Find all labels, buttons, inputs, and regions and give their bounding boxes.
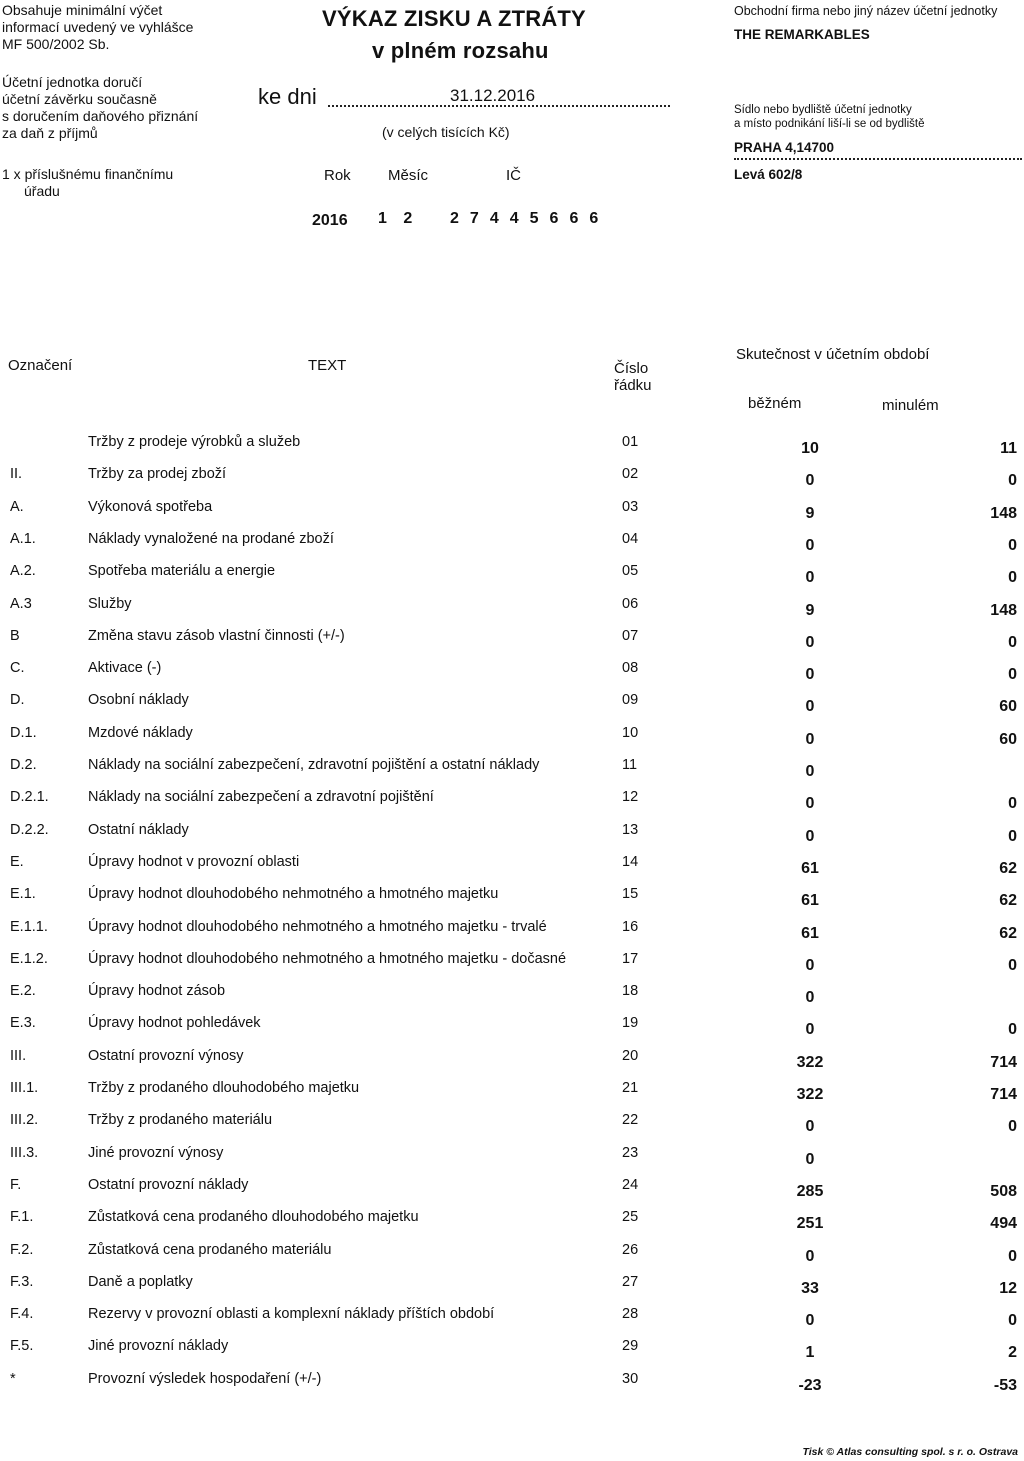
row-previous-value: 0 (1008, 633, 1017, 651)
row-number: 12 (622, 789, 639, 806)
row-previous-value: 0 (1008, 1312, 1017, 1330)
row-code: III.3. (10, 1144, 39, 1161)
row-number: 13 (622, 821, 639, 838)
row-number: 11 (622, 757, 638, 773)
row-number: 22 (622, 1112, 639, 1129)
row-number: 28 (622, 1306, 639, 1323)
row-current-value: 0 (805, 633, 815, 651)
row-number: 19 (622, 1015, 639, 1032)
row-current-value: 0 (805, 569, 815, 587)
row-text: Tržby z prodaného materiálu (88, 1112, 273, 1129)
row-previous-value: 0 (1008, 569, 1017, 587)
row-code: A. (10, 498, 24, 515)
row-previous-value: 60 (999, 698, 1017, 716)
row-number: 25 (622, 1209, 639, 1226)
row-current-value: 0 (805, 795, 815, 813)
row-current-value: 322 (796, 1086, 824, 1103)
row-previous-value: 62 (999, 924, 1017, 942)
row-previous-value: 0 (1008, 536, 1017, 554)
row-code: * (10, 1370, 16, 1387)
seat-street: Levá 602/8 (734, 167, 803, 182)
row-code: B (10, 627, 20, 644)
table-row (0, 1338, 1024, 1368)
rok-value: 2016 (312, 212, 348, 229)
row-current-value: 0 (805, 1247, 815, 1265)
row-current-value: 0 (805, 763, 815, 780)
row-text: Osobní náklady (88, 692, 189, 709)
row-current-value: 285 (796, 1182, 824, 1200)
row-text: Jiné provozní náklady (88, 1338, 229, 1355)
row-code: D.1. (10, 724, 37, 741)
table-row (0, 822, 1024, 852)
row-code: F.5. (10, 1338, 34, 1355)
row-number: 08 (622, 660, 639, 677)
row-text: Změna stavu zásob vlastní činnosti (+/-) (88, 627, 345, 644)
row-number: 23 (622, 1144, 639, 1161)
row-previous-value: 494 (990, 1215, 1017, 1233)
table-row (0, 757, 1024, 787)
seat-dotted-line (734, 157, 1022, 160)
row-current-value: 10 (801, 440, 819, 457)
table-row (0, 854, 1024, 884)
row-code: D.2.1. (10, 789, 49, 806)
row-number: 21 (622, 1080, 639, 1096)
row-previous-value: -53 (993, 1376, 1017, 1394)
row-previous-value: 0 (1008, 666, 1017, 684)
row-number: 30 (622, 1370, 639, 1387)
row-number: 20 (622, 1047, 639, 1064)
col-cislo-radku: Číslo řádku (614, 360, 652, 394)
row-previous-value: 0 (1008, 472, 1017, 490)
row-text: Úpravy hodnot zásob (88, 983, 226, 1000)
row-text: Úpravy hodnot pohledávek (88, 1015, 261, 1032)
table-row (0, 499, 1024, 529)
row-number: 15 (622, 886, 639, 903)
row-code: E.2. (10, 983, 36, 1000)
row-current-value: 0 (805, 1150, 815, 1168)
mesic-value: 1 2 (378, 210, 413, 227)
row-previous-value: 0 (1008, 1247, 1017, 1265)
row-code: F.1. (10, 1209, 34, 1226)
row-code: III. (10, 1047, 27, 1064)
delivery-note: Účetní jednotka doručí účetní závěrku současně s doručením daňového přiznání za daň z příjmů (2, 74, 199, 141)
table-row (0, 1177, 1024, 1207)
table-row (0, 1080, 1024, 1110)
row-code: D. (10, 692, 25, 709)
row-code: A.3 (10, 595, 32, 612)
row-number: 09 (622, 692, 639, 709)
row-code: F.3. (10, 1273, 34, 1290)
row-text: Zůstatková cena prodaného materiálu (88, 1241, 332, 1258)
row-code: F.4. (10, 1306, 34, 1323)
col-bezne: běžném (748, 395, 802, 412)
row-current-value: 61 (801, 924, 819, 942)
units-note: (v celých tisících Kč) (382, 124, 510, 140)
minimum-info-note: Obsahuje minimální výčet informací uvedený ve vyhlášce MF 500/2002 Sb. (2, 2, 194, 52)
row-current-value: 0 (805, 1312, 815, 1330)
col-minule: minulém (882, 397, 939, 414)
report-date: 31.12.2016 (450, 86, 536, 105)
table-row (0, 789, 1024, 819)
row-previous-value: 2 (1008, 1344, 1017, 1362)
row-previous-value: 714 (990, 1086, 1017, 1103)
table-row (0, 919, 1024, 949)
row-code: III.1. (10, 1080, 39, 1096)
footer-credit: Tisk © Atlas consulting spol. s r. o. Ostrava (802, 1446, 1018, 1458)
row-previous-value: 148 (990, 504, 1017, 522)
table-row (0, 466, 1024, 496)
row-text: Úpravy hodnot dlouhodobého nehmotného a hmotného majetku - dočasné (88, 950, 567, 967)
seat-city: PRAHA 4,14700 (734, 140, 835, 155)
row-current-value: 9 (805, 601, 815, 619)
row-code: C. (10, 660, 25, 677)
row-number: 14 (622, 853, 639, 870)
table-row (0, 1112, 1024, 1142)
row-current-value: 0 (805, 472, 815, 490)
row-previous-value: 62 (999, 892, 1017, 910)
rok-label: Rok (324, 167, 351, 184)
row-previous-value: 60 (999, 730, 1017, 748)
row-text: Mzdové náklady (88, 724, 193, 741)
row-text: Jiné provozní výnosy (88, 1144, 224, 1161)
table-row (0, 1371, 1024, 1401)
row-text: Ostatní provozní výnosy (88, 1047, 244, 1064)
row-code: E.1.1. (10, 918, 48, 935)
row-text: Náklady na sociální zabezpečení a zdravotní pojištění (88, 789, 434, 806)
row-text: Ostatní provozní náklady (88, 1176, 249, 1193)
row-text: Ostatní náklady (88, 821, 189, 838)
report-title: VÝKAZ ZISKU A ZTRÁTY (322, 6, 586, 31)
row-current-value: 0 (805, 989, 815, 1007)
table-row (0, 628, 1024, 658)
table-row (0, 886, 1024, 916)
row-number: 01 (622, 434, 639, 450)
row-code: F. (10, 1176, 22, 1193)
row-text: Tržby z prodeje výrobků a služeb (88, 434, 301, 450)
ke-dni-label: ke dni (258, 84, 317, 109)
firm-label: Obchodní firma nebo jiný název účetní jednotky (734, 4, 998, 18)
row-number: 05 (622, 563, 639, 580)
row-code: II. (10, 466, 23, 483)
row-number: 27 (622, 1273, 639, 1290)
row-number: 29 (622, 1338, 639, 1355)
row-text: Náklady vynaložené na prodané zboží (88, 530, 334, 547)
row-text: Aktivace (-) (88, 660, 162, 677)
row-current-value: 0 (805, 956, 815, 974)
row-current-value: 0 (805, 698, 815, 716)
row-code: E. (10, 853, 24, 870)
row-current-value: 1 (805, 1344, 815, 1362)
table-row (0, 1306, 1024, 1336)
row-current-value: 61 (801, 892, 819, 910)
row-text: Spotřeba materiálu a energie (88, 563, 276, 580)
row-number: 16 (622, 918, 639, 935)
row-number: 17 (622, 950, 639, 967)
row-current-value: -23 (798, 1376, 822, 1394)
row-text: Náklady na sociální zabezpečení, zdravotní pojištění a ostatní náklady (88, 757, 540, 773)
row-code: A.1. (10, 530, 36, 547)
row-text: Úpravy hodnot v provozní oblasti (88, 853, 300, 870)
row-code: D.2. (10, 757, 37, 773)
row-code: III.2. (10, 1112, 39, 1129)
row-previous-value: 11 (1000, 440, 1017, 457)
table-row (0, 951, 1024, 981)
row-text: Úpravy hodnot dlouhodobého nehmotného a hmotného majetku - trvalé (88, 918, 547, 935)
table-row (0, 660, 1024, 690)
row-previous-value: 0 (1008, 1021, 1017, 1039)
seat-label: Sídlo nebo bydliště účetní jednotky a místo podnikání liší-li se od bydliště (734, 104, 925, 130)
col-skutecnost: Skutečnost v účetním období (736, 346, 930, 363)
table-row (0, 725, 1024, 755)
row-text: Daně a poplatky (88, 1273, 193, 1290)
row-number: 04 (622, 530, 639, 547)
row-current-value: 0 (805, 827, 815, 845)
row-text: Tržby z prodaného dlouhodobého majetku (88, 1080, 360, 1096)
row-number: 26 (622, 1241, 639, 1258)
col-text: TEXT (308, 357, 347, 374)
row-code: F.2. (10, 1241, 34, 1258)
row-text: Služby (88, 595, 132, 612)
table-row (0, 1145, 1024, 1175)
row-number: 02 (622, 466, 639, 483)
row-current-value: 33 (801, 1279, 819, 1297)
row-previous-value: 0 (1008, 827, 1017, 845)
table-row (0, 1048, 1024, 1078)
row-current-value: 322 (796, 1053, 824, 1071)
table-row (0, 1015, 1024, 1045)
report-subtitle: v plném rozsahu (372, 38, 549, 63)
table-row (0, 596, 1024, 626)
row-text: Výkonová spotřeba (88, 498, 213, 515)
col-oznaceni: Označení (8, 357, 73, 374)
row-text: Tržby za prodej zboží (88, 466, 227, 483)
row-previous-value: 62 (999, 859, 1017, 877)
row-text: Zůstatková cena prodaného dlouhodobého majetku (88, 1209, 419, 1226)
row-current-value: 0 (805, 1118, 815, 1136)
row-number: 24 (622, 1176, 639, 1193)
row-previous-value: 508 (990, 1182, 1017, 1200)
table-row (0, 1209, 1024, 1239)
row-text: Provozní výsledek hospodaření (+/-) (88, 1370, 322, 1387)
row-current-value: 0 (805, 730, 815, 748)
row-code: E.1. (10, 886, 36, 903)
row-number: 03 (622, 498, 639, 515)
row-current-value: 61 (801, 859, 819, 877)
tax-office-note: 1 x příslušnému finančnímu úřadu (2, 166, 174, 199)
table-row (0, 1274, 1024, 1304)
table-row (0, 434, 1024, 464)
row-text: Úpravy hodnot dlouhodobého nehmotného a hmotného majetku (88, 886, 499, 903)
ic-value: 2 7 4 4 5 6 6 6 (450, 210, 599, 227)
row-current-value: 0 (805, 1021, 815, 1039)
row-number: 10 (622, 724, 639, 741)
row-previous-value: 12 (999, 1279, 1017, 1297)
row-number: 07 (622, 627, 639, 644)
row-code: A.2. (10, 563, 36, 580)
row-code: D.2.2. (10, 821, 49, 838)
row-previous-value: 0 (1008, 956, 1017, 974)
row-current-value: 9 (805, 504, 815, 522)
row-code: E.1.2. (10, 950, 48, 967)
row-number: 18 (622, 983, 639, 1000)
firm-name: THE REMARKABLES (734, 27, 870, 42)
row-current-value: 0 (805, 536, 815, 554)
row-previous-value: 0 (1008, 795, 1017, 813)
row-previous-value: 148 (990, 601, 1017, 619)
row-code: E.3. (10, 1015, 36, 1032)
mesic-label: Měsíc (388, 167, 429, 184)
table-row (0, 692, 1024, 722)
table-row (0, 983, 1024, 1013)
row-text: Rezervy v provozní oblasti a komplexní náklady příštích období (88, 1306, 495, 1323)
table-row (0, 531, 1024, 561)
row-previous-value: 714 (990, 1053, 1017, 1071)
ic-label: IČ (506, 167, 521, 184)
row-current-value: 251 (796, 1215, 824, 1233)
row-previous-value: 0 (1008, 1118, 1017, 1136)
row-current-value: 0 (805, 666, 815, 684)
row-number: 06 (622, 595, 639, 612)
table-row (0, 1242, 1024, 1272)
table-row (0, 563, 1024, 593)
